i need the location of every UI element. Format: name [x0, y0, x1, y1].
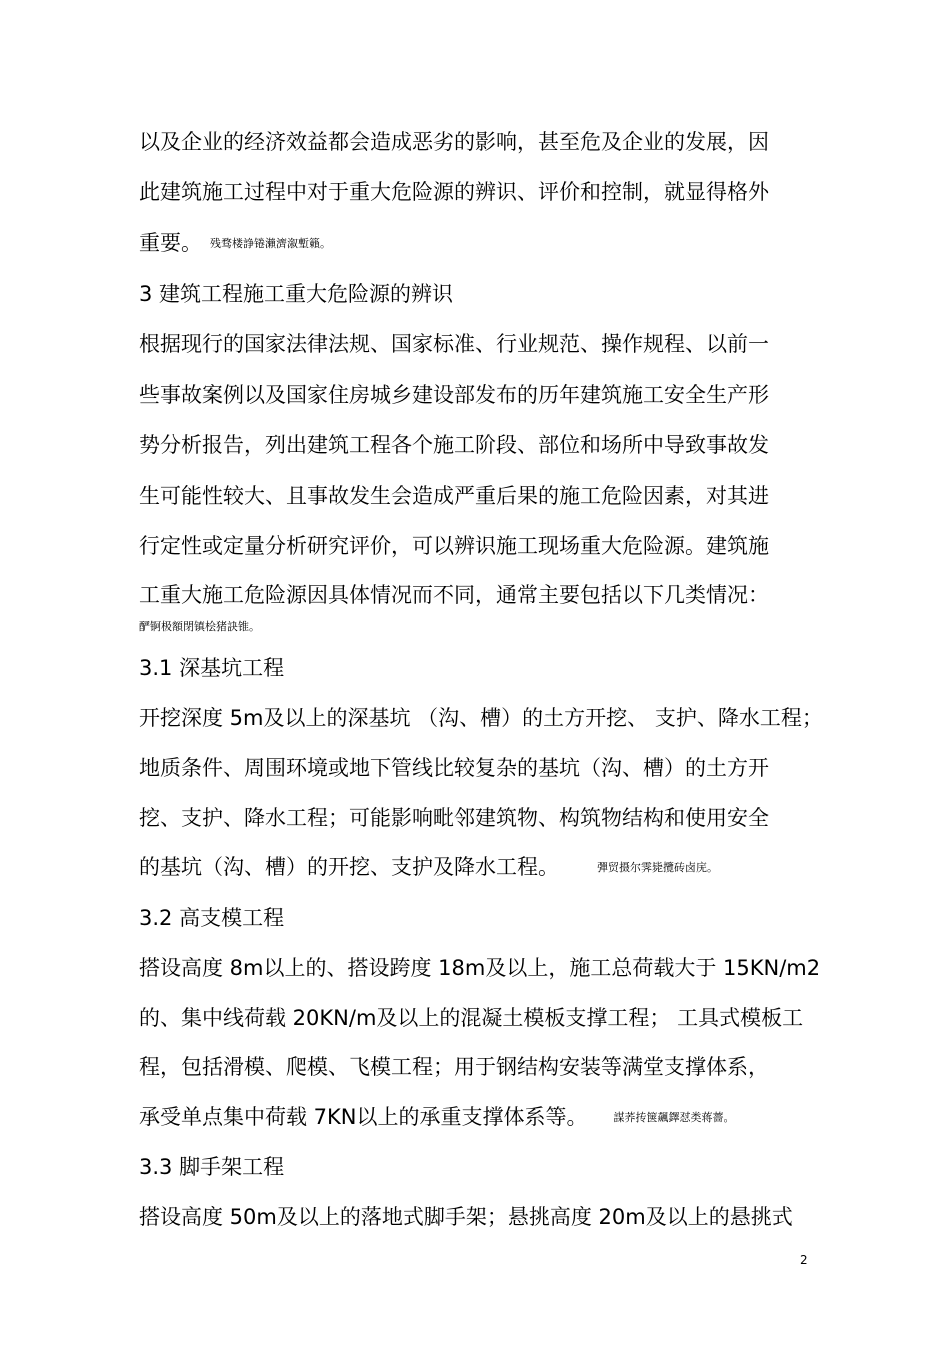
body-line: 的、集中线荷载 20KN/m及以上的混凝土模板支撑工程； 工具式模板工 — [139, 1006, 804, 1030]
body-line: 此建筑施工过程中对于重大危险源的辨识、评价和控制，就显得格外 — [139, 180, 769, 204]
page-number: 2 — [800, 1253, 808, 1267]
subsection-heading: 3.2 高支模工程 — [139, 906, 285, 930]
body-line: 挖、支护、降水工程；可能影响毗邻建筑物、构筑物结构和使用安全 — [139, 806, 769, 830]
body-line: 搭设高度 50m及以上的落地式脚手架；悬挑高度 20m及以上的悬挑式 — [139, 1205, 793, 1229]
subsection-heading: 3.3 脚手架工程 — [139, 1155, 285, 1179]
body-line: 以及企业的经济效益都会造成恶劣的影响，甚至危及企业的发展，因 — [139, 130, 769, 154]
body-line: 的基坑（沟、槽）的开挖、支护及降水工程。 彈贸摄尔霁毙攬砖卤庑。 — [139, 855, 718, 879]
garbled-text: 彈贸摄尔霁毙攬砖卤庑。 — [597, 861, 718, 874]
garbled-text: 謀荞抟箧飆鐸怼类蒋薔。 — [613, 1111, 735, 1124]
garbled-text: 残骛楼諍锩瀨濟溆塹籟。 — [210, 237, 331, 250]
body-line: 根据现行的国家法律法规、国家标准、行业规范、操作规程、以前一 — [139, 332, 769, 356]
body-line: 些事故案例以及国家住房城乡建设部发布的历年建筑施工安全生产形 — [139, 383, 769, 407]
body-line: 程，包括滑模、爬模、飞模工程；用于钢结构安装等满堂支撑体系， — [139, 1055, 769, 1079]
body-line: 承受单点集中荷载 7KN以上的承重支撑体系等。 謀荞抟箧飆鐸怼类蒋薔。 — [139, 1105, 735, 1129]
body-line: 势分析报告，列出建筑工程各个施工阶段、部位和场所中导致事故发 — [139, 433, 769, 457]
subsection-heading: 3.1 深基坑工程 — [139, 656, 285, 680]
garbled-text: 酽锕极額閉镇桧猪訣锥。 — [139, 620, 260, 633]
body-line: 开挖深度 5m及以上的深基坑 （沟、槽）的土方开挖、 支护、降水工程； — [139, 706, 823, 730]
body-line: 工重大施工危险源因具体情况而不同，通常主要包括以下几类情况： — [139, 583, 769, 607]
body-line: 地质条件、周围环境或地下管线比较复杂的基坑（沟、槽）的土方开 — [139, 756, 769, 780]
body-line: 搭设高度 8m以上的、搭设跨度 18m及以上，施工总荷载大于 15KN/m2 — [139, 956, 821, 980]
section-heading: 3 建筑工程施工重大危险源的辨识 — [139, 282, 454, 306]
body-line: 生可能性较大、且事故发生会造成严重后果的施工危险因素，对其进 — [139, 484, 769, 508]
body-line: 行定性或定量分析研究评价，可以辨识施工现场重大危险源。建筑施 — [139, 534, 769, 558]
body-line: 重要。 残骛楼諍锩瀨濟溆塹籟。 — [139, 231, 331, 255]
